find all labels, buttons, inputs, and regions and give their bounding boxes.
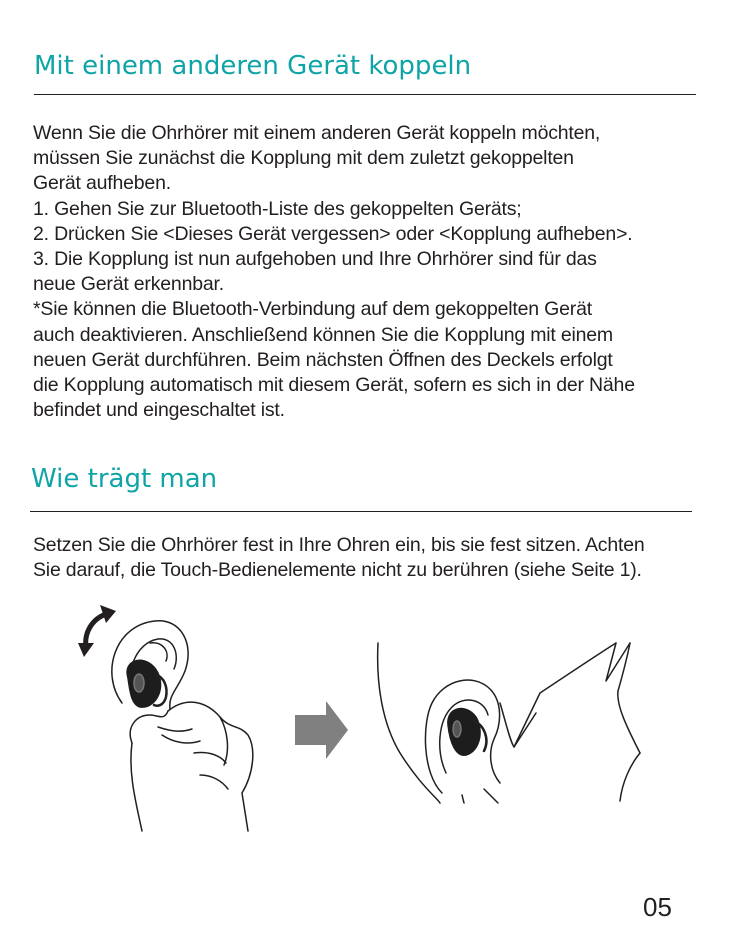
note-line: die Kopplung automatisch mit diesem Gerät, sofern es sich in der Nähe (33, 373, 635, 396)
text-line: Gerät aufheben. (33, 172, 171, 195)
heading-divider (30, 511, 692, 512)
pairing-instructions (33, 121, 635, 423)
wearing-instructions (33, 533, 645, 583)
note-line: neuen Gerät durchführen. Beim nächsten Öffnen des Deckels erfolgt (33, 348, 613, 371)
wearing-illustration (70, 603, 660, 843)
note-line: *Sie können die Bluetooth-Verbindung auf dem gekoppelten Gerät (33, 298, 592, 321)
step-3: 3. Die Kopplung ist nun aufgehoben und Ihre Ohrhörer sind für das (33, 247, 597, 270)
section-heading-wearing: Wie trägt man (31, 464, 218, 494)
text-line: neue Gerät erkennbar. (33, 273, 224, 296)
right-arrow-icon (295, 701, 348, 759)
ear-with-earbud-worn (378, 643, 640, 803)
page-number: 05 (643, 892, 672, 922)
step-1: 1. Gehen Sie zur Bluetooth-Liste des gekoppelten Geräts; (33, 197, 522, 220)
rotate-arrow-icon (78, 605, 116, 657)
note-line: befindet und eingeschaltet ist. (33, 399, 285, 422)
heading-divider (34, 94, 696, 95)
text-line: Wenn Sie die Ohrhörer mit einem anderen Gerät koppeln möchten, (33, 122, 601, 144)
text-line: Setzen Sie die Ohrhörer fest in Ihre Ohren ein, bis sie fest sitzen. Achten (33, 534, 645, 556)
section-heading-pairing: Mit einem anderen Gerät koppeln (34, 51, 472, 81)
text-line: Sie darauf, die Touch-Bedienelemente nicht zu berühren (siehe Seite 1). (33, 559, 642, 582)
text-line: müssen Sie zunächst die Kopplung mit dem zuletzt gekoppelten (33, 147, 574, 170)
note-line: auch deaktivieren. Anschließend können Sie die Kopplung mit einem (33, 323, 613, 346)
hand-inserting-earbud (78, 605, 253, 831)
step-2: 2. Drücken Sie <Dieses Gerät vergessen> oder <Kopplung aufheben>. (33, 222, 633, 245)
